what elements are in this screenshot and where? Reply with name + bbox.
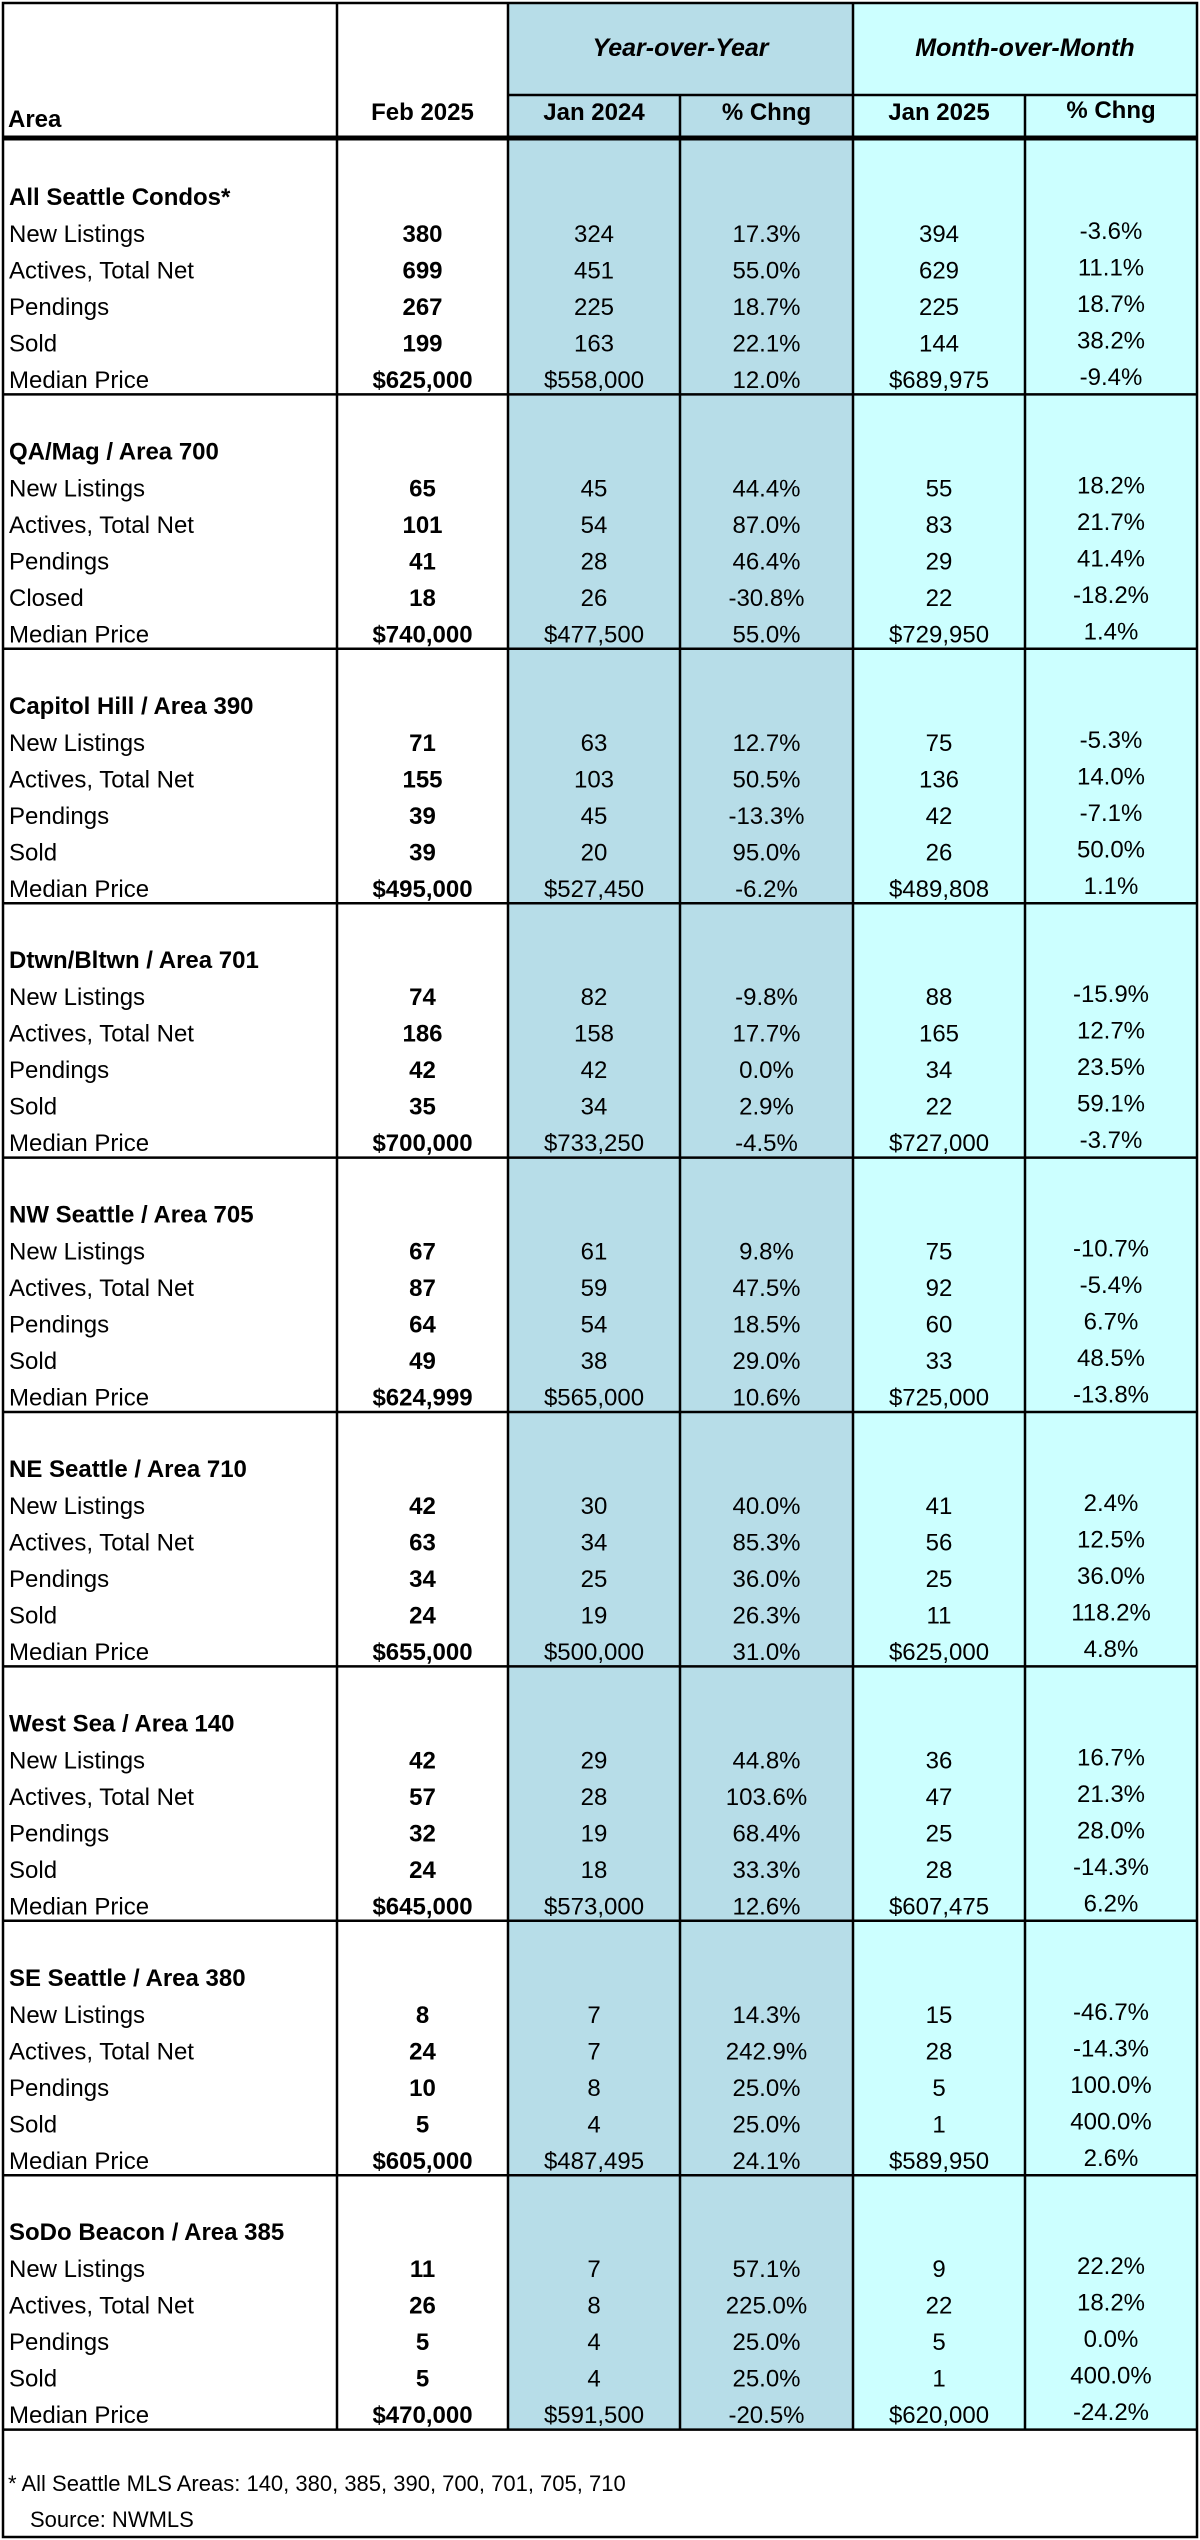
cell-mom: 22.2% — [1076, 2253, 1146, 2281]
cell-mom: 18.2% — [1076, 2289, 1146, 2317]
cell-jan24: $558,000 — [543, 367, 645, 394]
cell-jan24: 4 — [587, 2329, 601, 2357]
cell-feb: $495,000 — [372, 875, 473, 903]
cell-jan24: 28 — [580, 1783, 608, 1811]
column-header-feb-2025: Feb 2025 — [371, 99, 474, 126]
cell-jan25: 5 — [932, 2074, 946, 2102]
section-title: All Seattle Condos* — [9, 184, 231, 211]
cell-feb: 67 — [409, 1238, 436, 1266]
cell-yoy: 225.0% — [725, 2292, 808, 2320]
cell-mom: 12.7% — [1076, 1017, 1146, 1045]
cell-mom: -24.2% — [1072, 2399, 1150, 2427]
cell-mom: 6.2% — [1083, 1890, 1139, 1918]
row-label: New Listings — [9, 475, 146, 503]
cell-mom: -5.3% — [1079, 726, 1143, 754]
cell-jan25: 394 — [918, 221, 960, 248]
section-title: NW Seattle / Area 705 — [9, 1201, 254, 1229]
cell-jan25: $607,475 — [888, 1893, 990, 1921]
cell-jan24: 29 — [580, 1747, 608, 1775]
cell-feb: 42 — [409, 1493, 436, 1520]
row-label: Pendings — [9, 2329, 110, 2357]
cell-jan25: 15 — [925, 2001, 953, 2029]
cell-feb: 39 — [409, 802, 436, 830]
cell-jan25: 60 — [925, 1311, 953, 1339]
cell-jan24: $591,500 — [543, 2402, 645, 2430]
cell-jan24: 7 — [587, 2001, 601, 2029]
cell-jan24: 8 — [587, 2074, 601, 2102]
cell-feb: 18 — [409, 584, 436, 612]
row-label: Actives, Total Net — [9, 766, 194, 794]
row-label: Sold — [9, 1856, 58, 1884]
cell-feb: 10 — [409, 2074, 436, 2102]
footnote-areas: * All Seattle MLS Areas: 140, 380, 385, 390, 700, 701, 705, 710 — [8, 2471, 626, 2496]
cell-mom: -15.9% — [1072, 981, 1150, 1009]
cell-yoy: 18.5% — [732, 1311, 801, 1339]
section-title: SoDo Beacon / Area 385 — [9, 2219, 285, 2247]
cell-jan25: 11 — [926, 1602, 952, 1630]
cell-jan25: $689,975 — [888, 367, 990, 394]
cell-feb: 34 — [409, 1566, 436, 1593]
cell-yoy: 50.5% — [732, 766, 801, 794]
row-label: Sold — [9, 1348, 58, 1376]
cell-feb: 32 — [409, 1820, 436, 1848]
cell-feb: 24 — [409, 1602, 436, 1630]
cell-mom: 100.0% — [1070, 2071, 1152, 2099]
cell-feb: 87 — [409, 1275, 436, 1303]
cell-jan24: 63 — [580, 729, 608, 757]
cell-mom: -7.1% — [1079, 799, 1143, 827]
section-title: West Sea / Area 140 — [9, 1710, 235, 1738]
cell-yoy: 17.7% — [732, 1020, 801, 1048]
cell-yoy: 0.0% — [739, 1057, 794, 1085]
cell-jan24: 163 — [573, 330, 615, 358]
row-label: Closed — [9, 584, 84, 612]
cell-mom: 2.6% — [1083, 2144, 1139, 2172]
cell-feb: 186 — [402, 1020, 443, 1048]
cell-yoy: -13.3% — [728, 802, 805, 830]
cell-jan25: 55 — [925, 475, 953, 503]
cell-yoy: 57.1% — [732, 2256, 801, 2284]
cell-yoy: 36.0% — [732, 1566, 801, 1593]
cell-feb: 74 — [409, 984, 436, 1012]
cell-mom: -13.8% — [1072, 1381, 1150, 1409]
cell-feb: 11 — [409, 2256, 436, 2284]
cell-mom: 16.7% — [1076, 1744, 1146, 1772]
cell-feb: $740,000 — [372, 621, 473, 649]
cell-feb: 101 — [402, 511, 443, 539]
cell-yoy: 25.0% — [732, 2329, 801, 2357]
cell-jan24: 28 — [580, 548, 608, 576]
cell-jan25: $729,950 — [888, 621, 990, 649]
row-label: Pendings — [9, 1057, 110, 1085]
cell-feb: 42 — [409, 1057, 436, 1085]
cell-mom: 11.1% — [1077, 254, 1145, 282]
cell-yoy: 68.4% — [732, 1820, 801, 1848]
cell-jan25: 22 — [925, 1093, 953, 1121]
cell-jan25: 47 — [925, 1783, 953, 1811]
mom-group-header: Month-over-Month — [915, 34, 1135, 62]
cell-feb: $655,000 — [372, 1639, 473, 1666]
cell-jan25: 88 — [925, 984, 953, 1012]
row-label: Actives, Total Net — [9, 1275, 194, 1303]
cell-jan24: 34 — [580, 1529, 608, 1557]
cell-yoy: 85.3% — [732, 1529, 801, 1557]
cell-mom: -3.6% — [1079, 218, 1143, 245]
cell-jan25: 25 — [925, 1566, 953, 1593]
cell-yoy: 55.0% — [732, 257, 801, 285]
column-header-jan-2024: Jan 2024 — [543, 99, 645, 126]
cell-jan24: $487,495 — [543, 2147, 645, 2175]
cell-jan25: 5 — [932, 2329, 946, 2357]
cell-feb: 63 — [409, 1529, 436, 1557]
cell-jan24: 7 — [587, 2256, 601, 2284]
cell-yoy: 24.1% — [732, 2147, 801, 2175]
cell-yoy: 2.9% — [739, 1093, 794, 1121]
cell-jan24: 4 — [587, 2111, 601, 2139]
cell-mom: 1.4% — [1083, 618, 1139, 646]
row-label: Sold — [9, 1602, 58, 1630]
cell-yoy: -4.5% — [735, 1130, 798, 1158]
cell-yoy: 46.4% — [732, 548, 801, 576]
cell-jan24: 225 — [573, 294, 615, 321]
cell-feb: 267 — [402, 294, 443, 321]
cell-jan25: 28 — [925, 1856, 953, 1884]
cell-feb: 24 — [409, 2038, 436, 2066]
cell-feb: 699 — [402, 257, 443, 285]
cell-jan24: $573,000 — [543, 1893, 645, 1921]
row-label: Pendings — [9, 294, 110, 321]
cell-mom: 14.0% — [1076, 763, 1146, 791]
cell-mom: 0.0% — [1083, 2326, 1139, 2354]
cell-mom: 48.5% — [1076, 1345, 1146, 1373]
row-label: Actives, Total Net — [9, 2292, 194, 2320]
cell-jan25: 36 — [925, 1747, 953, 1775]
row-label: Actives, Total Net — [9, 257, 194, 285]
cell-yoy: 47.5% — [732, 1275, 801, 1303]
cell-jan25: $589,950 — [888, 2147, 990, 2175]
cell-jan25: 1 — [932, 2111, 946, 2139]
cell-jan25: 42 — [925, 802, 953, 830]
row-label: Pendings — [9, 1311, 110, 1339]
cell-jan24: 20 — [580, 839, 608, 867]
cell-jan25: 83 — [925, 511, 953, 539]
cell-mom: 41.4% — [1076, 545, 1146, 573]
cell-yoy: -6.2% — [735, 875, 798, 903]
cell-yoy: 25.0% — [732, 2365, 801, 2393]
row-label: Median Price — [9, 2402, 150, 2430]
cell-feb: $605,000 — [372, 2147, 473, 2175]
cell-jan24: 34 — [580, 1093, 608, 1121]
cell-yoy: 14.3% — [732, 2001, 801, 2029]
cell-feb: $625,000 — [372, 367, 473, 394]
cell-jan25: 92 — [925, 1275, 953, 1303]
cell-jan24: 82 — [580, 984, 608, 1012]
cell-jan25: 22 — [925, 2292, 953, 2320]
cell-jan24: 38 — [580, 1348, 608, 1376]
cell-yoy: 17.3% — [732, 221, 801, 248]
cell-feb: 65 — [409, 475, 436, 503]
cell-mom: 1.1% — [1083, 872, 1139, 900]
cell-yoy: 87.0% — [732, 511, 801, 539]
row-label: Actives, Total Net — [9, 2038, 194, 2066]
cell-feb: 49 — [409, 1348, 436, 1376]
cell-jan25: 25 — [925, 1820, 953, 1848]
section-title: QA/Mag / Area 700 — [9, 438, 219, 466]
cell-mom: 21.7% — [1076, 508, 1146, 536]
cell-jan24: 30 — [580, 1493, 608, 1520]
cell-jan25: $725,000 — [888, 1384, 990, 1412]
row-label: Median Price — [9, 1384, 150, 1412]
row-label: Median Price — [9, 2147, 150, 2175]
column-header-yoy-pct-change: % Chng — [721, 99, 812, 126]
row-label: Pendings — [9, 2074, 110, 2102]
cell-jan25: $727,000 — [888, 1130, 990, 1158]
cell-jan25: 225 — [918, 294, 960, 321]
cell-mom: 2.4% — [1083, 1490, 1139, 1517]
cell-jan24: 54 — [580, 1311, 608, 1339]
cell-feb: 64 — [409, 1311, 436, 1339]
cell-mom: -14.3% — [1072, 1853, 1150, 1881]
cell-yoy: 242.9% — [725, 2038, 808, 2066]
cell-jan24: 59 — [580, 1275, 608, 1303]
cell-jan25: 136 — [918, 766, 960, 794]
cell-feb: $470,000 — [372, 2402, 473, 2430]
cell-jan25: 33 — [925, 1348, 953, 1376]
cell-jan25: 144 — [918, 330, 960, 358]
cell-feb: 5 — [415, 2365, 430, 2393]
cell-mom: -3.7% — [1079, 1127, 1143, 1155]
cell-mom: -5.4% — [1079, 1272, 1143, 1300]
cell-jan25: 9 — [932, 2256, 946, 2284]
cell-jan24: 103 — [573, 766, 615, 794]
cell-jan25: 1 — [932, 2365, 946, 2393]
cell-mom: 18.2% — [1076, 472, 1146, 500]
row-label: Pendings — [9, 1820, 110, 1848]
cell-mom: 59.1% — [1076, 1090, 1146, 1118]
column-header-area: Area — [8, 106, 62, 133]
cell-feb: 26 — [409, 2292, 436, 2320]
cell-feb: 5 — [415, 2329, 430, 2357]
cell-mom: 36.0% — [1076, 1563, 1146, 1590]
cell-yoy: -20.5% — [728, 2402, 805, 2430]
cell-jan25: 75 — [925, 1238, 953, 1266]
row-label: Actives, Total Net — [9, 1529, 194, 1557]
cell-jan25: 165 — [918, 1020, 960, 1048]
cell-jan24: 19 — [580, 1602, 608, 1630]
row-label: New Listings — [9, 1238, 146, 1266]
row-label: New Listings — [9, 984, 146, 1012]
cell-yoy: 95.0% — [732, 839, 801, 867]
row-label: Sold — [9, 839, 58, 867]
yoy-group-header: Year-over-Year — [592, 34, 769, 62]
row-label: Pendings — [9, 548, 110, 576]
cell-feb: $700,000 — [372, 1130, 473, 1158]
cell-yoy: 31.0% — [732, 1639, 801, 1666]
row-label: Sold — [9, 330, 58, 358]
cell-yoy: 33.3% — [732, 1856, 801, 1884]
row-label: Pendings — [9, 802, 110, 830]
cell-jan24: 18 — [580, 1856, 608, 1884]
row-label: Median Price — [9, 875, 150, 903]
row-label: New Listings — [9, 221, 146, 248]
cell-yoy: 25.0% — [732, 2111, 801, 2139]
cell-yoy: -9.8% — [735, 984, 798, 1012]
row-label: Median Price — [9, 1130, 150, 1158]
cell-mom: 38.2% — [1076, 327, 1146, 355]
cell-mom: 12.5% — [1076, 1526, 1146, 1554]
row-label: Median Price — [9, 621, 150, 649]
cell-mom: -14.3% — [1072, 2035, 1150, 2063]
cell-feb: $645,000 — [372, 1893, 473, 1921]
cell-mom: 18.7% — [1076, 291, 1146, 318]
cell-jan25: 29 — [925, 548, 953, 576]
cell-yoy: 10.6% — [732, 1384, 801, 1412]
cell-jan24: $733,250 — [543, 1130, 645, 1158]
cell-yoy: 22.1% — [732, 330, 801, 358]
cell-feb: 199 — [402, 330, 443, 358]
cell-jan24: 45 — [580, 802, 608, 830]
cell-jan24: 45 — [580, 475, 608, 503]
section-title: Dtwn/Bltwn / Area 701 — [9, 947, 259, 975]
cell-mom: 6.7% — [1083, 1308, 1139, 1336]
cell-jan25: 22 — [925, 584, 953, 612]
cell-yoy: 103.6% — [725, 1783, 808, 1811]
cell-yoy: 12.0% — [732, 367, 801, 394]
cell-jan24: 61 — [580, 1238, 608, 1266]
cell-jan25: 56 — [925, 1529, 953, 1557]
cell-mom: 118.2% — [1071, 1599, 1151, 1627]
row-label: Actives, Total Net — [9, 1783, 194, 1811]
column-header-mom-pct-change: % Chng — [1066, 97, 1156, 124]
cell-mom: 21.3% — [1076, 1780, 1146, 1808]
row-label: Median Price — [9, 367, 150, 394]
row-label: Sold — [9, 2111, 58, 2139]
cell-mom: 4.8% — [1083, 1636, 1139, 1663]
cell-mom: -10.7% — [1072, 1235, 1150, 1263]
section-title: SE Seattle / Area 380 — [9, 1964, 246, 1992]
cell-jan24: 324 — [573, 221, 615, 248]
column-header-jan-2025: Jan 2025 — [888, 99, 990, 126]
cell-mom: 23.5% — [1076, 1054, 1146, 1082]
cell-jan24: $565,000 — [543, 1384, 645, 1412]
row-label: Median Price — [9, 1893, 150, 1921]
cell-jan24: $477,500 — [543, 621, 645, 649]
cell-feb: 42 — [409, 1747, 436, 1775]
cell-feb: 5 — [415, 2111, 430, 2139]
row-label: New Listings — [9, 1493, 146, 1520]
cell-yoy: 18.7% — [732, 294, 801, 321]
cell-jan24: 54 — [580, 511, 608, 539]
cell-jan24: 8 — [587, 2292, 601, 2320]
row-label: Sold — [9, 1093, 58, 1121]
cell-feb: 380 — [402, 221, 443, 248]
cell-yoy: 9.8% — [739, 1238, 794, 1266]
cell-jan24: 42 — [580, 1057, 608, 1085]
cell-feb: 155 — [402, 766, 443, 794]
cell-yoy: 55.0% — [732, 621, 801, 649]
cell-jan24: 158 — [573, 1020, 615, 1048]
cell-yoy: 40.0% — [732, 1493, 801, 1520]
row-label: Median Price — [9, 1639, 150, 1666]
row-label: New Listings — [9, 2001, 146, 2029]
cell-yoy: 12.7% — [732, 729, 801, 757]
cell-jan24: $527,450 — [543, 875, 645, 903]
cell-jan25: $620,000 — [888, 2402, 990, 2430]
cell-yoy: 44.4% — [732, 475, 801, 503]
cell-jan25: 41 — [925, 1493, 953, 1520]
cell-yoy: 29.0% — [732, 1348, 801, 1376]
cell-mom: -9.4% — [1079, 364, 1143, 391]
cell-yoy: 25.0% — [732, 2074, 801, 2102]
cell-jan24: 7 — [587, 2038, 601, 2066]
cell-jan24: 26 — [580, 584, 608, 612]
cell-yoy: -30.8% — [728, 584, 805, 612]
cell-yoy: 26.3% — [732, 1602, 801, 1630]
section-title: Capitol Hill / Area 390 — [9, 692, 254, 720]
cell-jan25: 26 — [925, 839, 953, 867]
row-label: Sold — [9, 2365, 58, 2393]
section-title: NE Seattle / Area 710 — [9, 1456, 247, 1483]
cell-mom: 28.0% — [1076, 1817, 1146, 1845]
row-label: Pendings — [9, 1566, 110, 1593]
cell-jan25: 28 — [925, 2038, 953, 2066]
cell-yoy: 44.8% — [732, 1747, 801, 1775]
cell-jan25: $489,808 — [888, 875, 990, 903]
cell-mom: 50.0% — [1076, 836, 1146, 864]
cell-mom: 400.0% — [1070, 2108, 1152, 2136]
cell-mom: -18.2% — [1072, 581, 1150, 609]
row-label: New Listings — [9, 1747, 146, 1775]
row-label: Actives, Total Net — [9, 1020, 194, 1048]
cell-yoy: 12.6% — [732, 1893, 801, 1921]
cell-jan25: 34 — [925, 1057, 953, 1085]
cell-feb: $624,999 — [372, 1384, 473, 1412]
cell-feb: 35 — [409, 1093, 436, 1121]
cell-jan24: $500,000 — [543, 1639, 645, 1666]
footnote-source: Source: NWMLS — [30, 2507, 194, 2532]
cell-feb: 57 — [409, 1783, 436, 1811]
cell-mom: 400.0% — [1070, 2362, 1152, 2390]
cell-jan25: $625,000 — [888, 1639, 990, 1666]
cell-feb: 41 — [409, 548, 436, 576]
row-label: New Listings — [9, 2256, 146, 2284]
row-label: Actives, Total Net — [9, 511, 194, 539]
row-label: New Listings — [9, 729, 146, 757]
cell-feb: 39 — [409, 839, 436, 867]
cell-jan24: 4 — [587, 2365, 601, 2393]
cell-jan24: 19 — [580, 1820, 608, 1848]
cell-mom: -46.7% — [1072, 1998, 1150, 2026]
cell-feb: 71 — [409, 729, 436, 757]
cell-feb: 8 — [415, 2001, 430, 2029]
cell-feb: 24 — [409, 1856, 436, 1884]
cell-jan24: 25 — [580, 1566, 608, 1593]
cell-jan24: 451 — [573, 257, 615, 285]
cell-jan25: 629 — [918, 257, 960, 285]
cell-jan25: 75 — [925, 729, 953, 757]
